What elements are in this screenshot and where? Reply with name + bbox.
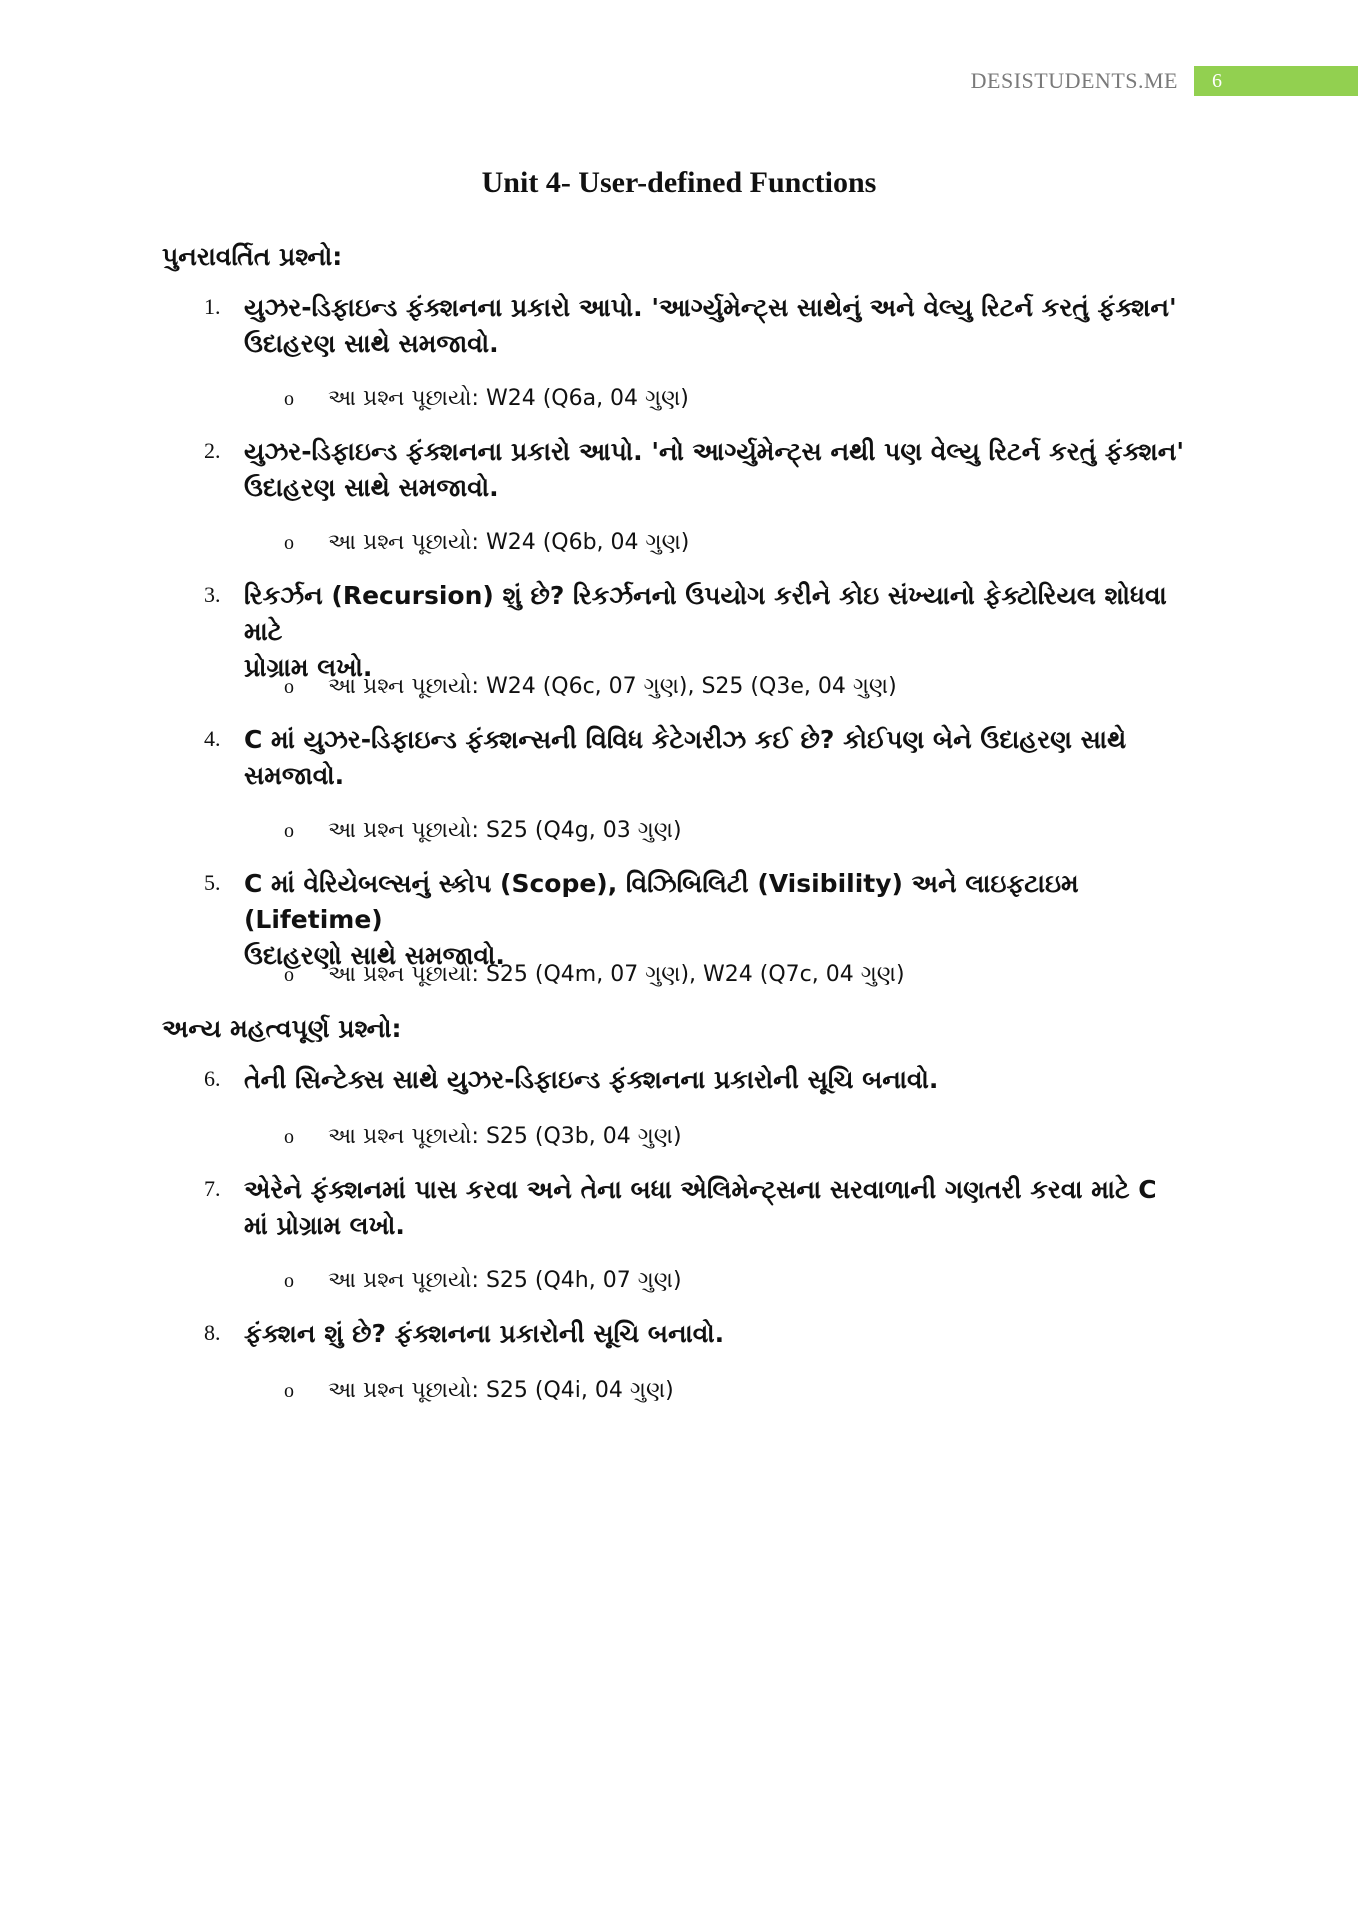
question-number: 1. (204, 294, 221, 319)
asked-text: આ પ્રશ્ન પૂછાયો: S25 (Q4i, 04 ગુણ) (328, 1378, 674, 1403)
question-number: 6. (204, 1066, 221, 1091)
asked-text: આ પ્રશ્ન પૂછાયો: S25 (Q4g, 03 ગુણ) (328, 818, 682, 843)
question-line: યુઝર-ડિફાઇન્ડ ફંક્શનના પ્રકારો આપો. 'નો આર્ગ્યુમેન્ટ્સ નથી પણ વેલ્યુ રિટર્ન કરતું ફંક્શન' (244, 437, 1185, 466)
question-number: 5. (204, 870, 221, 895)
question-text (244, 1172, 1194, 1244)
asked-info (284, 1268, 682, 1293)
question-item (204, 722, 1194, 794)
asked-info (284, 818, 682, 843)
asked-info (284, 962, 905, 987)
asked-text: આ પ્રશ્ન પૂછાયો: S25 (Q4h, 07 ગુણ) (328, 1268, 682, 1293)
question-line: C માં વેરિયેબલ્સનું સ્કોપ (Scope), વિઝિબિલિટી (Visibility) અને લાઇફટાઇમ (Lifetime) (244, 869, 1079, 934)
question-text (244, 1062, 1194, 1098)
question-text (244, 866, 1194, 974)
bullet-icon: o (284, 532, 294, 554)
bullet-icon: o (284, 1270, 294, 1292)
question-line: યુઝર-ડિફાઇન્ડ ફંક્શનના પ્રકારો આપો. 'આર્ગ્યુમેન્ટ્સ સાથેનું અને વેલ્યુ રિટર્ન કરતું ફંક્શન' (244, 293, 1177, 322)
question-number: 7. (204, 1176, 221, 1201)
bullet-icon: o (284, 1380, 294, 1402)
question-line: C માં યુઝર-ડિફાઇન્ડ ફંક્શન્સની વિવિધ કેટેગરીઝ કઈ છે? કોઈપણ બેને ઉદાહરણ સાથે (244, 725, 1127, 754)
section-heading-repeated: પુનરાવર્તિત પ્રશ્નો: (162, 242, 343, 271)
bullet-icon: o (284, 964, 294, 986)
asked-info (284, 1378, 674, 1403)
bullet-icon: o (284, 388, 294, 410)
question-number: 2. (204, 438, 221, 463)
question-text (244, 1316, 1194, 1352)
asked-text: આ પ્રશ્ન પૂછાયો: S25 (Q3b, 04 ગુણ) (328, 1124, 682, 1149)
asked-info (284, 1124, 682, 1149)
question-number: 8. (204, 1320, 221, 1345)
bullet-icon: o (284, 1126, 294, 1148)
site-name: DESISTUDENTS.ME (970, 68, 1178, 93)
asked-text: આ પ્રશ્ન પૂછાયો: W24 (Q6a, 04 ગુણ) (328, 386, 689, 411)
question-line: ફંક્શન શું છે? ફંક્શનના પ્રકારોની સૂચિ બનાવો. (244, 1319, 725, 1348)
question-item (204, 578, 1194, 686)
question-item (204, 434, 1194, 506)
question-text (244, 290, 1194, 362)
question-item (204, 1316, 1194, 1352)
question-line: ઉદાહરણ સાથે સમજાવો. (244, 329, 499, 358)
page-header (971, 66, 1358, 96)
question-text (244, 578, 1194, 686)
question-text (244, 434, 1194, 506)
document-title: Unit 4- User-defined Functions (481, 166, 877, 199)
question-item (204, 1062, 1194, 1098)
section-heading-other: અન્ય મહત્વપૂર્ણ પ્રશ્નો: (162, 1014, 402, 1043)
question-line: ઉદાહરણો સાથે સમજાવો. (244, 941, 505, 970)
question-number: 3. (204, 582, 221, 607)
asked-info (284, 674, 897, 699)
question-number: 4. (204, 726, 221, 751)
question-item (204, 1172, 1194, 1244)
question-item (204, 866, 1194, 974)
bullet-icon: o (284, 676, 294, 698)
question-text (244, 722, 1194, 794)
question-line: એરેને ફંક્શનમાં પાસ કરવા અને તેના બધા એલિમેન્ટ્સના સરવાળાની ગણતરી કરવા માટે C (244, 1175, 1157, 1204)
question-line: માં પ્રોગ્રામ લખો. (244, 1211, 405, 1240)
bullet-icon: o (284, 820, 294, 842)
question-line: રિકર્ઝન (Recursion) શું છે? રિકર્ઝનનો ઉપયોગ કરીને કોઇ સંખ્યાનો ફેક્ટોરિયલ શોધવા માટે (244, 581, 1167, 646)
asked-text: આ પ્રશ્ન પૂછાયો: W24 (Q6b, 04 ગુણ) (328, 530, 690, 555)
question-line: ઉદાહરણ સાથે સમજાવો. (244, 473, 499, 502)
question-line: તેની સિન્ટેક્સ સાથે યુઝર-ડિફાઇન્ડ ફંક્શનના પ્રકારોની સૂચિ બનાવો. (244, 1065, 939, 1094)
asked-info (284, 530, 689, 555)
asked-text: આ પ્રશ્ન પૂછાયો: W24 (Q6c, 07 ગુણ), S25 (Q3e, 04 ગુણ) (328, 674, 897, 699)
question-line: સમજાવો. (244, 761, 345, 790)
asked-info (284, 386, 689, 411)
question-item (204, 290, 1194, 362)
asked-text: આ પ્રશ્ન પૂછાયો: S25 (Q4m, 07 ગુણ), W24 (Q7c, 04 ગુણ) (328, 962, 905, 987)
page-number: 6 (1194, 66, 1358, 96)
question-line: પ્રોગ્રામ લખો. (244, 653, 373, 682)
